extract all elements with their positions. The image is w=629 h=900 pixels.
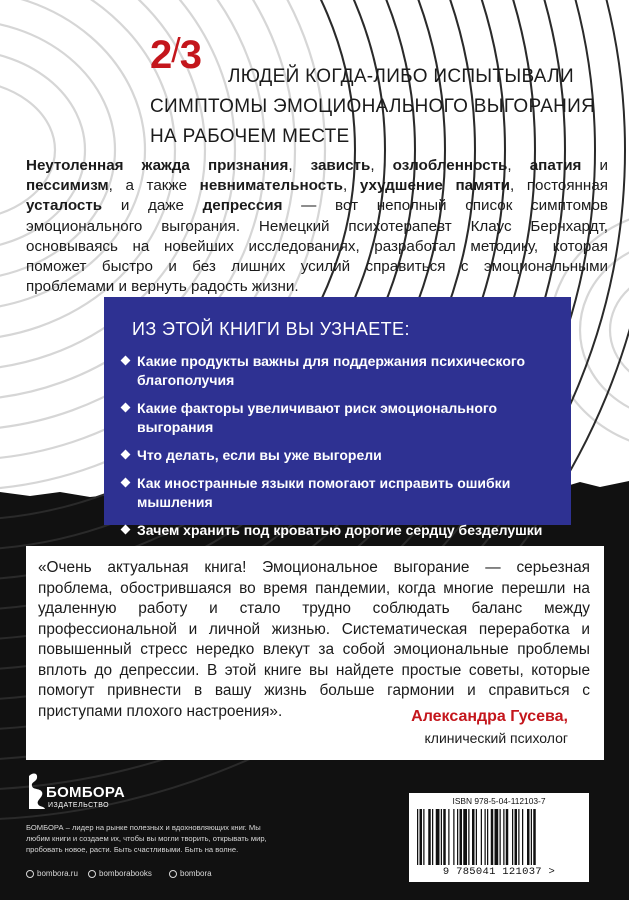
intro-text: ,	[507, 157, 530, 174]
statistic-fraction	[150, 30, 201, 82]
statistic-line-1: ЛЮДЕЙ КОГДА-ЛИБО ИСПЫТЫВАЛИ	[228, 66, 574, 87]
fraction-slash: /	[171, 32, 180, 70]
list-item-text: Что делать, если вы уже выгорели	[137, 447, 382, 463]
quote-box	[26, 546, 604, 760]
isbn-barcode	[409, 793, 589, 882]
fraction-denominator: 3	[179, 33, 201, 77]
learn-list	[122, 352, 562, 549]
barcode-bar	[476, 809, 477, 865]
statistic-headline	[150, 30, 596, 160]
quote-author	[411, 706, 568, 748]
social-link-site[interactable]	[26, 869, 78, 878]
barcode-bar	[432, 809, 433, 865]
intro-text: — вот неполный список симптомов эмоционального выгорания. Немецкий психотерапевт Клаус Бернхардт, основываясь на новейших исследованиях, разработал методику, которая поможет быстро и без лишних усилий справиться с эмоциональными проблемами и вернуть радость жизни.	[26, 197, 608, 296]
social-label: bombora	[180, 869, 212, 878]
bold-symptom: депрессия	[202, 197, 283, 215]
barcode-bar	[436, 809, 440, 865]
barcode-bar	[485, 809, 486, 865]
bombora-wave-icon	[26, 772, 48, 812]
diamond-bullet-icon	[121, 356, 131, 366]
bold-symptom: ухудшение памяти	[359, 177, 510, 195]
intro-text: ,	[370, 157, 393, 174]
barcode-bar	[503, 809, 504, 865]
list-item	[122, 352, 562, 390]
social-label: bombora.ru	[37, 869, 78, 878]
barcode-bar	[500, 809, 501, 865]
barcode-bar	[518, 809, 519, 865]
vk-icon	[88, 870, 96, 878]
barcode-bar	[531, 809, 532, 865]
diamond-bullet-icon	[121, 450, 131, 460]
barcode-bar	[515, 809, 518, 865]
social-link-vk[interactable]	[88, 869, 152, 878]
quote-text: «Очень актуальная книга! Эмоциональное выгорание — серьезная проблема, обострившаяся во время пандемии, когда многие перешли на удаленную работу и стало трудно соблюдать баланс между профессиональной и личной жизнью. Систематическая переработка и повышенный стресс нередко влекут за собой эмоциональные проблемы вплоть до депрессии. В этой книге вы найдете простые советы, которые помогут привнести в вашу жизнь больше гармонии и справиться с приступами плохого настроения».	[38, 559, 590, 720]
barcode-bar	[420, 809, 423, 865]
barcode-bar	[457, 809, 458, 865]
list-item	[122, 474, 562, 512]
bold-symptom: озлобленность	[392, 157, 508, 174]
telegram-icon	[169, 870, 177, 878]
list-item-text: Какие факторы увеличивают риск эмоционального выгорания	[137, 400, 498, 435]
social-link-telegram[interactable]	[169, 869, 212, 878]
barcode-digits: 9 785041 121037 >	[442, 866, 556, 878]
barcode-bar	[460, 809, 463, 865]
list-item	[122, 521, 562, 540]
barcode-bar	[522, 809, 523, 865]
barcode-bar	[417, 809, 418, 865]
list-item	[122, 399, 562, 437]
list-item	[122, 446, 562, 465]
statistic-line-3: НА РАБОЧЕМ МЕСТЕ	[150, 126, 350, 147]
list-item-text: Как иностранные языки помогают исправить ошибки мышления	[137, 475, 511, 510]
bold-symptom: апатия	[529, 157, 582, 174]
barcode-bar	[468, 809, 469, 865]
author-name: Александра Гусева,	[411, 708, 568, 725]
author-role: клинический психолог	[424, 730, 568, 746]
barcode-bar	[533, 809, 536, 865]
bold-symptom: пессимизм	[26, 177, 109, 195]
social-label: bomborabooks	[99, 869, 152, 878]
learn-title: ИЗ ЭТОЙ КНИГИ ВЫ УЗНАЕТЕ:	[132, 319, 410, 339]
bold-symptom: зависть	[310, 157, 371, 174]
list-item-text: Зачем хранить под кроватью дорогие сердцу безделушки	[137, 522, 543, 538]
barcode-bar	[443, 809, 446, 865]
social-links	[26, 869, 326, 883]
barcode-bar	[453, 809, 454, 865]
bold-symptom: усталость	[26, 197, 103, 215]
intro-text: ,	[342, 177, 360, 195]
publisher-tagline: БОМБОРА – лидер на рынке полезных и вдохновляющих книг. Мы любим книги и создаем их, чтобы вы могли творить, открывать мир, пробовать новое, расти. Быть счастливыми. Быть на волне.	[26, 823, 267, 854]
barcode-bar	[423, 809, 424, 865]
diamond-bullet-icon	[121, 478, 131, 488]
fraction-numerator: 2	[150, 33, 172, 77]
barcode-bar	[428, 809, 431, 865]
intro-text: , постоянная	[509, 177, 608, 195]
statistic-line-2: СИМПТОМЫ ЭМОЦИОНАЛЬНОГО ВЫГОРАНИЯ	[150, 96, 596, 117]
barcode-bar	[441, 809, 442, 865]
barcode-bar	[463, 809, 467, 865]
barcode-bar	[481, 809, 482, 865]
barcode-bars	[415, 809, 583, 865]
diamond-bullet-icon	[121, 525, 131, 535]
publisher-name: БОМБОРА	[46, 784, 126, 801]
learn-box	[104, 297, 571, 538]
barcode-bar	[487, 809, 488, 865]
intro-text: и	[581, 157, 608, 174]
intro-text: , а также	[108, 177, 200, 195]
diamond-bullet-icon	[121, 403, 131, 413]
barcode-bar	[491, 809, 494, 865]
barcode-bar	[527, 809, 530, 865]
list-item-text: Какие продукты важны для поддержания психического благополучия	[137, 353, 526, 388]
barcode-bar	[448, 809, 449, 865]
intro-paragraph	[26, 156, 608, 297]
barcode-bar	[506, 809, 509, 865]
publisher-logo	[26, 772, 146, 812]
barcode-bar	[472, 809, 475, 865]
isbn-text: ISBN 978-5-04-112103-7	[452, 796, 546, 806]
bold-symptom: Неутоленная жажда признания	[26, 157, 289, 174]
intro-text: ,	[288, 157, 311, 174]
barcode-bar	[512, 809, 513, 865]
bold-symptom: невнимательность	[199, 177, 343, 195]
publisher-subtitle: ИЗДАТЕЛЬСТВО	[48, 802, 110, 809]
barcode-bar	[495, 809, 499, 865]
intro-text: и даже	[102, 197, 203, 215]
globe-icon	[26, 870, 34, 878]
